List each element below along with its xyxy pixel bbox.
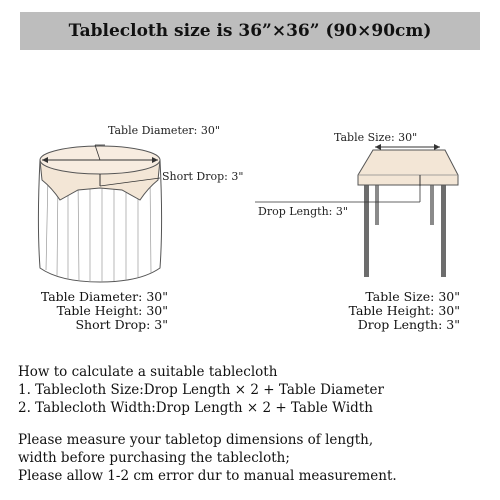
spec-line: Drop Length: 3" [357, 317, 460, 332]
instructions-heading: How to calculate a suitable tablecloth [18, 364, 278, 380]
round-diameter-callout: Table Diameter: 30" [108, 124, 220, 137]
round-drop-callout: Short Drop: 3" [162, 170, 244, 183]
spec-line: Short Drop: 3" [75, 317, 168, 332]
spec-line: Table Size: 30" [365, 289, 460, 304]
round-table-illustration [39, 145, 162, 282]
table-leg [441, 185, 446, 277]
measurement-notes [18, 431, 397, 485]
note-line: Please measure your tabletop dimensions of length, [18, 432, 374, 448]
square-drop-callout: Drop Length: 3" [258, 205, 348, 218]
spec-line: Table Height: 30" [348, 303, 460, 318]
round-table-specs [20, 290, 168, 332]
spec-line: Table Height: 30" [56, 303, 168, 318]
title-text: Tablecloth size is 36”×36” (90×90cm) [68, 21, 432, 41]
instructions-step: 1. Tablecloth Size:Drop Length × 2 + Table Diameter [18, 382, 384, 398]
square-table-cloth [358, 150, 458, 185]
square-table-specs [330, 290, 460, 332]
square-size-callout: Table Size: 30" [334, 131, 418, 144]
instructions-block [18, 363, 384, 417]
instructions-step: 2. Tablecloth Width:Drop Length × 2 + Table Width [18, 400, 373, 416]
note-line: Please allow 1-2 cm error dur to manual measurement. [18, 468, 397, 484]
note-line: width before purchasing the tablecloth; [18, 450, 290, 466]
table-leg [364, 185, 369, 277]
spec-line: Table Diameter: 30" [40, 289, 168, 304]
